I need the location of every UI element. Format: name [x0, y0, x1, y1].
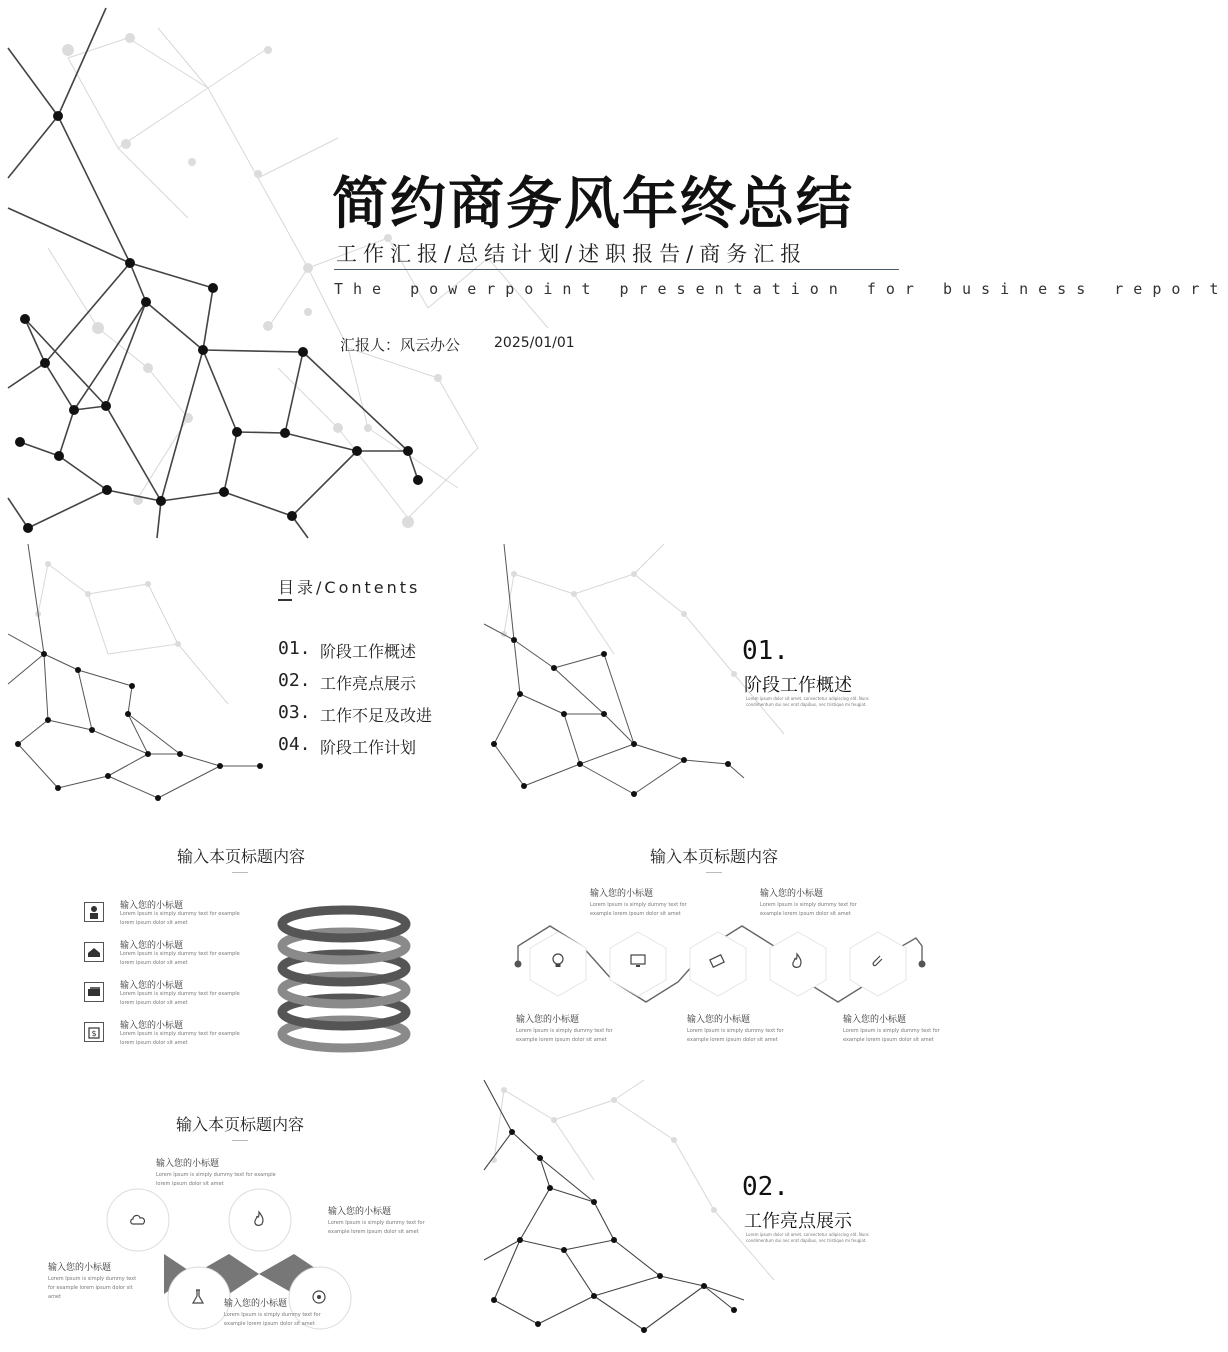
hex-caption-text: Lorem Ipsum is simply dummy text for example lorem ipsum dolor sit amet — [687, 1028, 784, 1043]
hex-caption-heading: 输入您的小标题 — [590, 889, 654, 899]
circle-caption-text: Lorem Ipsum is simply dummy text for example lorem ipsum dolor sit amet — [48, 1276, 137, 1300]
cover-network-graphic — [8, 8, 1228, 538]
flame-icon — [789, 952, 805, 970]
circle-caption-text: Lorem Ipsum is simply dummy text for example lorem ipsum dolor sit amet — [224, 1312, 321, 1327]
circles-slide — [8, 1080, 474, 1344]
toc-item-label[interactable]: 工作不足及改进 — [320, 706, 433, 725]
circle-caption-heading: 输入您的小标题 — [156, 1159, 220, 1169]
cover-slide — [8, 8, 1228, 538]
toc-item-label[interactable]: 阶段工作概述 — [320, 642, 417, 661]
person-icon — [84, 902, 104, 922]
list-item-text: Lorem Ipsum is simply dummy text for example lorem ipsum dolor sit amet — [120, 911, 240, 926]
hex-caption-heading: 输入您的小标题 — [760, 889, 824, 899]
circle-caption — [328, 1204, 428, 1237]
cloud-icon — [128, 1212, 148, 1228]
cover-reporter: 汇报人：风云办公 — [340, 336, 461, 354]
toc-item-num: 02. — [278, 670, 311, 691]
list-item-text: Lorem Ipsum is simply dummy text for example lorem ipsum dolor sit amet — [120, 991, 240, 1006]
money-icon — [84, 982, 104, 1002]
money-note-icon — [708, 953, 726, 969]
section1-slide — [484, 544, 952, 806]
list-title-underline — [232, 872, 248, 873]
hex-caption-bottom — [516, 1012, 626, 1045]
hex-caption-text: Lorem Ipsum is simply dummy text for example lorem ipsum dolor sit amet — [516, 1028, 613, 1043]
hex-caption-bottom — [687, 1012, 797, 1045]
hex-caption-heading: 输入您的小标题 — [843, 1015, 907, 1025]
circle-caption-heading: 输入您的小标题 — [48, 1263, 112, 1273]
toc-item-label[interactable]: 阶段工作计划 — [320, 738, 417, 757]
flask-icon — [190, 1288, 206, 1306]
toc-item-num: 01. — [278, 638, 311, 659]
toc-slide — [8, 544, 474, 806]
monitor-icon — [629, 953, 647, 969]
section1-number: 01. — [742, 636, 789, 666]
section2-slide — [484, 1080, 952, 1344]
list-item — [84, 1018, 264, 1052]
circle-caption — [156, 1156, 276, 1189]
toc-item-num: 04. — [278, 734, 311, 755]
section1-description: Lorem ipsum dolor sit amet, consectetur adipiscing elit. Nunc condimentum dui nec erat dapibus, nec tristique mi feugiat. — [746, 696, 870, 707]
toc-heading-underline — [278, 599, 292, 601]
paperclip-icon — [869, 952, 885, 970]
hex-page-title: 输入本页标题内容 — [649, 847, 778, 866]
cover-divider — [334, 269, 899, 270]
hex-title-underline — [706, 872, 722, 873]
hex-caption-text: Lorem Ipsum is simply dummy text for example lorem ipsum dolor sit amet — [843, 1028, 940, 1043]
cover-subtitle-cn: 工作汇报/总结计划/述职报告/商务汇报 — [336, 242, 808, 266]
svg-text:$: $ — [91, 1029, 97, 1038]
toc-heading: 目录/Contents — [278, 578, 421, 597]
list-item — [84, 978, 264, 1012]
circle-caption — [48, 1260, 144, 1302]
section2-network-graphic — [484, 1080, 952, 1344]
hex-caption-top — [590, 886, 700, 919]
circle-caption-heading: 输入您的小标题 — [224, 1299, 288, 1309]
section1-title: 阶段工作概述 — [744, 675, 852, 696]
hex-caption-top — [760, 886, 870, 919]
list-item-heading: 输入您的小标题 — [120, 981, 184, 991]
circle-caption — [224, 1296, 324, 1329]
list-item-heading: 输入您的小标题 — [120, 941, 184, 951]
cake-icon — [84, 942, 104, 962]
circles-title-underline — [232, 1140, 248, 1141]
circle-caption-text: Lorem Ipsum is simply dummy text for example lorem ipsum dolor sit amet — [156, 1172, 276, 1187]
hex-caption-heading: 输入您的小标题 — [687, 1015, 751, 1025]
hex-caption-heading: 输入您的小标题 — [516, 1015, 580, 1025]
section2-description: Lorem ipsum dolor sit amet, consectetur adipiscing elit. Nunc condimentum dui nec erat dapibus, nec tristique mi feugiat. — [746, 1232, 870, 1243]
list-item-heading: 输入您的小标题 — [120, 1021, 184, 1031]
lightbulb-icon — [550, 952, 566, 970]
section2-title: 工作亮点展示 — [744, 1211, 852, 1232]
circle-caption-text: Lorem Ipsum is simply dummy text for example lorem ipsum dolor sit amet — [328, 1220, 425, 1235]
circles-page-title: 输入本页标题内容 — [175, 1115, 304, 1134]
toc-item-num: 03. — [278, 702, 311, 723]
list-item-text: Lorem Ipsum is simply dummy text for example lorem ipsum dolor sit amet — [120, 1031, 240, 1046]
hex-slide — [484, 812, 952, 1074]
circle-caption-heading: 输入您的小标题 — [328, 1207, 392, 1217]
list-item — [84, 938, 264, 972]
hex-caption-text: Lorem Ipsum is simply dummy text for example lorem ipsum dolor sit amet — [590, 902, 687, 917]
cover-subtitle-en: The powerpoint presentation for business report — [334, 280, 1228, 298]
list-item-heading: 输入您的小标题 — [120, 901, 184, 911]
list-item — [84, 898, 264, 932]
cover-date: 2025/01/01 — [494, 335, 575, 351]
fire-icon — [251, 1210, 267, 1228]
list-item-text: Lorem Ipsum is simply dummy text for example lorem ipsum dolor sit amet — [120, 951, 240, 966]
hex-caption-text: Lorem Ipsum is simply dummy text for example lorem ipsum dolor sit amet — [760, 902, 857, 917]
section2-number: 02. — [742, 1172, 789, 1202]
cover-title: 简约商务风年终总结 — [332, 172, 854, 237]
section1-network-graphic — [484, 544, 952, 806]
list-slide — [8, 812, 474, 1074]
dollar-bag-icon — [84, 1022, 104, 1042]
toc-item-label[interactable]: 工作亮点展示 — [320, 674, 417, 693]
list-page-title: 输入本页标题内容 — [176, 847, 305, 866]
hex-caption-bottom — [843, 1012, 943, 1045]
stacked-rings-graphic — [274, 902, 414, 1054]
